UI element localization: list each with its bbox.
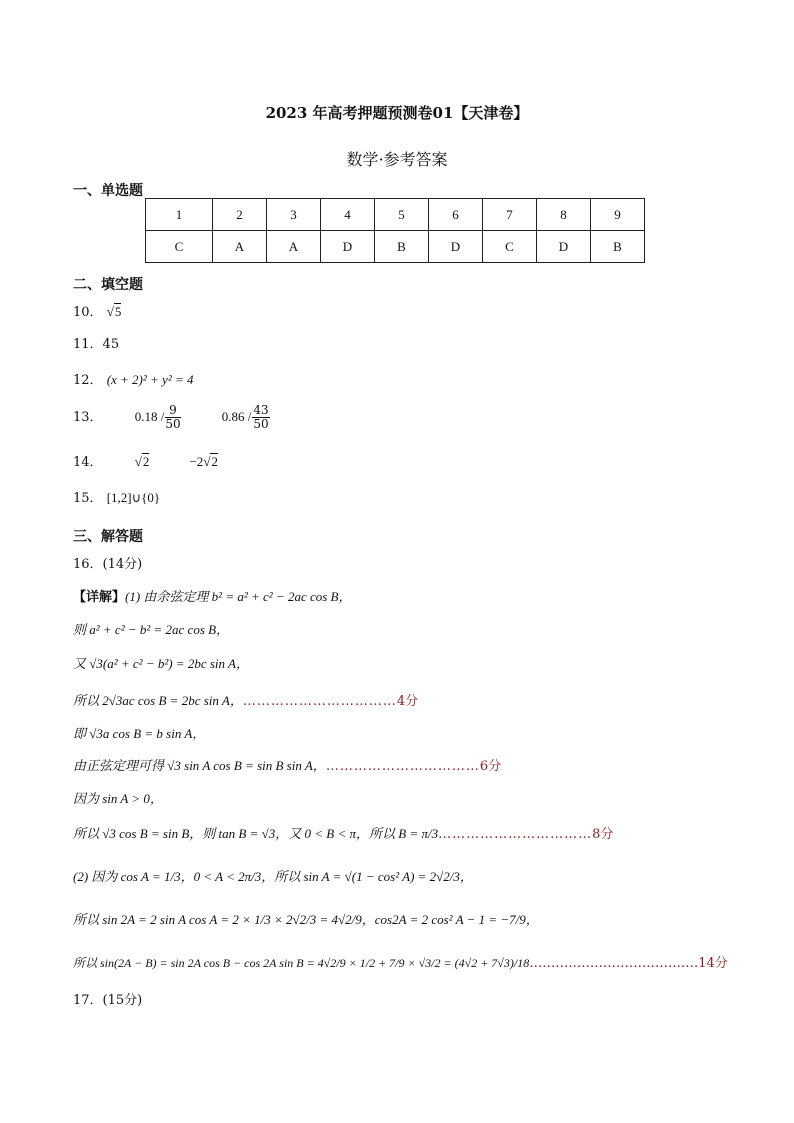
math-value: (x + 2)² + y² = 4	[106, 372, 194, 387]
fraction-denominator: 50	[253, 417, 269, 431]
solution-line-11	[73, 952, 728, 971]
fraction-denominator: 50	[165, 417, 181, 431]
table-cell: C	[146, 231, 213, 263]
math-value: 0.86 /	[221, 409, 252, 424]
table-cell: D	[321, 231, 375, 263]
math-value: 2	[211, 454, 218, 469]
score-mark: 8分	[592, 827, 614, 842]
score-mark: 14分	[698, 956, 728, 971]
table-row-numbers	[146, 199, 645, 231]
answer-12	[73, 369, 194, 388]
solution-line-1	[73, 586, 352, 605]
math-text: 所以 2√3ac cos B = 2bc sin A，	[73, 693, 243, 708]
answer-15	[73, 487, 160, 506]
table-cell: 4	[321, 199, 375, 231]
table-cell: A	[267, 231, 321, 263]
answer-14: 14． √2 −2√2	[73, 454, 218, 470]
table-cell: 8	[537, 199, 591, 231]
math-value: 5	[114, 304, 122, 319]
table-cell: B	[375, 231, 429, 263]
math-value: −2	[189, 454, 204, 469]
math-value: [1,2]∪{0}	[106, 490, 161, 505]
question-number: 10．	[73, 305, 103, 320]
answer-10: 10． √5	[73, 304, 122, 320]
score-mark: 6分	[479, 759, 502, 774]
table-cell: 2	[213, 199, 267, 231]
solution-line-4	[73, 690, 418, 709]
question-16-heading: 16．(14分)	[73, 557, 143, 572]
table-cell: D	[537, 231, 591, 263]
answer-table	[145, 198, 645, 263]
page-subtitle: 数学·参考答案	[346, 150, 448, 169]
question-number: 14．	[73, 455, 103, 470]
math-text: 所以 sin(2A − B) = sin 2A cos B − cos 2A sin B = 4√2/9 × 1/2 + 7/9 × √3/2 = (4√2 + 7√3)/18	[73, 956, 530, 970]
solution-line-7: 因为 sin A > 0，	[73, 791, 163, 806]
table-cell: 7	[483, 199, 537, 231]
question-number: 15．	[73, 491, 103, 506]
math-text: 所以 √3 cos B = sin B，则 tan B = √3，又 0 < B < π，所以 B = π/3	[73, 826, 439, 841]
table-cell: 9	[591, 199, 645, 231]
fraction-numerator: 43	[253, 403, 269, 417]
table-cell: 1	[146, 199, 213, 231]
math-value: 2	[142, 454, 150, 469]
section-single-choice: 一、单选题	[73, 183, 143, 199]
math-text: 由正弦定理可得 √3 sin A cos B = sin B sin A，	[73, 758, 326, 773]
table-cell: 5	[375, 199, 429, 231]
answer-11: 11．45	[73, 337, 120, 352]
score-dots: …………………………………	[529, 956, 699, 971]
answer-13	[73, 404, 271, 431]
solution-line-2: 则 a² + c² − b² = 2ac cos B，	[73, 622, 230, 637]
math-text: (1) 由余弦定理 b² = a² + c² − 2ac cos B，	[125, 589, 352, 604]
math-value: 0.18 /	[134, 409, 165, 424]
score-dots: ……………………………	[325, 759, 480, 774]
score-mark: 4分	[396, 694, 419, 709]
solution-line-5: 即 √3a cos B = b sin A，	[73, 726, 206, 741]
question-17-heading: 17．(15分)	[73, 993, 143, 1008]
section-solutions: 三、解答题	[73, 529, 143, 545]
fraction-numerator: 9	[165, 404, 180, 418]
table-row-answers	[146, 231, 645, 263]
question-number: 12．	[73, 373, 103, 388]
solution-line-10: 所以 sin 2A = 2 sin A cos A = 2 × 1/3 × 2√2/3 = 4√2/9，cos2A = 2 cos² A − 1 = −7/9，	[73, 912, 539, 927]
table-cell: C	[483, 231, 537, 263]
solution-line-6	[73, 755, 501, 774]
solution-line-9: (2) 因为 cos A = 1/3，0 < A < 2π/3，所以 sin A = √(1 − cos² A) = 2√2/3，	[73, 869, 473, 884]
detail-label: 【详解】	[73, 590, 126, 605]
score-dots: ……………………………	[438, 827, 593, 842]
page-title: 2023 年高考押题预测卷01【天津卷】	[265, 104, 529, 122]
section-fill-in: 二、填空题	[73, 277, 143, 293]
table-cell: 3	[267, 199, 321, 231]
table-cell: B	[591, 231, 645, 263]
question-number: 13．	[73, 410, 103, 425]
solution-line-3: 又 √3(a² + c² − b²) = 2bc sin A，	[73, 656, 249, 671]
score-dots: ……………………………	[242, 694, 397, 709]
table-cell: A	[213, 231, 267, 263]
table-cell: D	[429, 231, 483, 263]
solution-line-8	[73, 823, 613, 842]
table-cell: 6	[429, 199, 483, 231]
